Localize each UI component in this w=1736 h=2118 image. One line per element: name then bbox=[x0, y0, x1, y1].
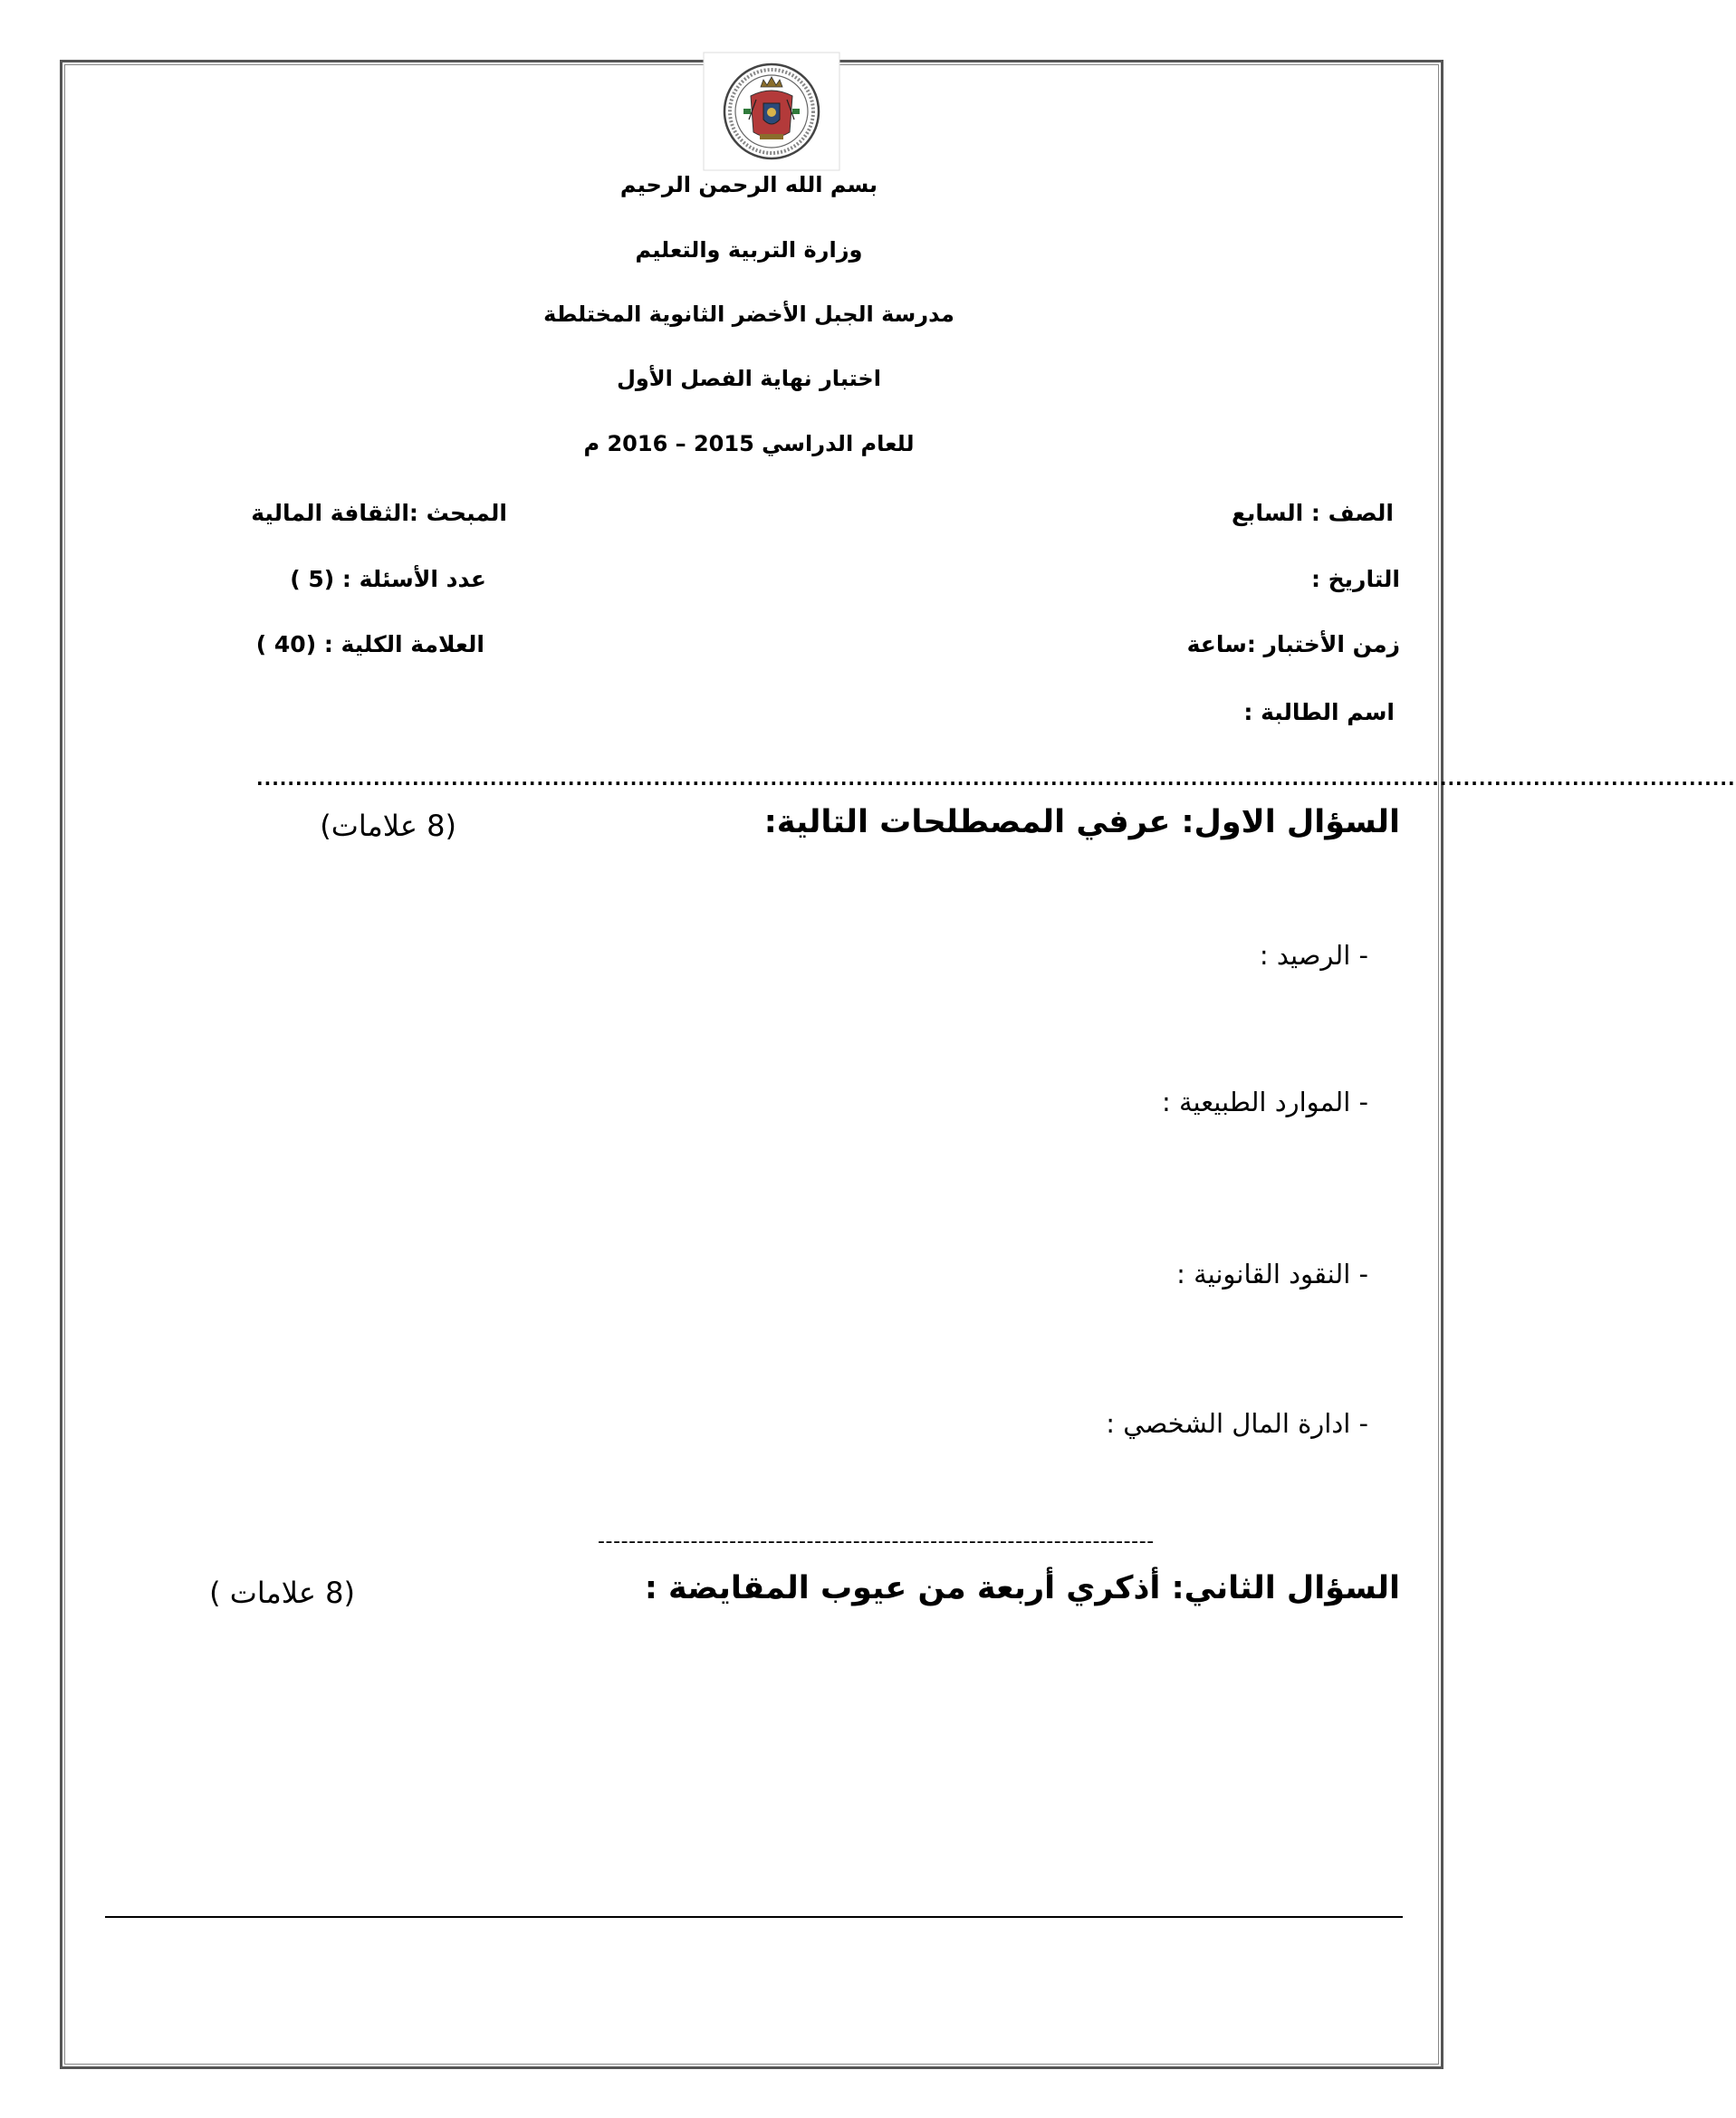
question-count-label: عدد الأسئلة : (5 ) bbox=[290, 566, 486, 592]
question-1-title: السؤال الاول: عرفي المصطلحات التالية: bbox=[763, 804, 1400, 840]
grade-label: الصف : السابع bbox=[1231, 500, 1394, 526]
student-name-label: اسم الطالبة : bbox=[1243, 699, 1395, 725]
term-item: - النقود القانونية : bbox=[1176, 1259, 1368, 1289]
ministry-emblem-icon bbox=[704, 53, 839, 170]
dotted-separator: .............................................................................................................................................................................................. bbox=[256, 768, 1736, 790]
page-border-inner bbox=[64, 64, 1736, 2065]
question-2-marks: (8 علامات ) bbox=[209, 1576, 355, 1610]
bottom-rule bbox=[105, 1916, 1403, 1918]
dashed-separator: ------------------------------------------------------------------------ bbox=[598, 1530, 1155, 1553]
duration-label: زمن الأختبار :ساعة bbox=[1186, 631, 1400, 657]
question-2-title: السؤال الثاني: أذكري أربعة من عيوب المقايضة : bbox=[644, 1570, 1400, 1606]
term-item: - الموارد الطبيعية : bbox=[1162, 1087, 1368, 1117]
date-label: التاريخ : bbox=[1310, 566, 1400, 592]
basmala: بسم الله الرحمن الرحيم bbox=[619, 172, 878, 197]
total-mark-label: العلامة الكلية : (40 ) bbox=[255, 631, 484, 657]
question-1-marks: (8 علامات) bbox=[320, 809, 456, 843]
school-name: مدرسة الجبل الأخضر الثانوية المختلطة bbox=[543, 302, 954, 327]
ministry-name: وزارة التربية والتعليم bbox=[635, 237, 863, 263]
exam-title: اختبار نهاية الفصل الأول bbox=[617, 366, 881, 391]
subject-label: المبحث :الثقافة المالية bbox=[251, 500, 507, 526]
term-item: - الرصيد : bbox=[1259, 940, 1368, 971]
academic-year: للعام الدراسي 2015 – 2016 م bbox=[583, 431, 915, 456]
term-item: - ادارة المال الشخصي : bbox=[1106, 1408, 1368, 1439]
